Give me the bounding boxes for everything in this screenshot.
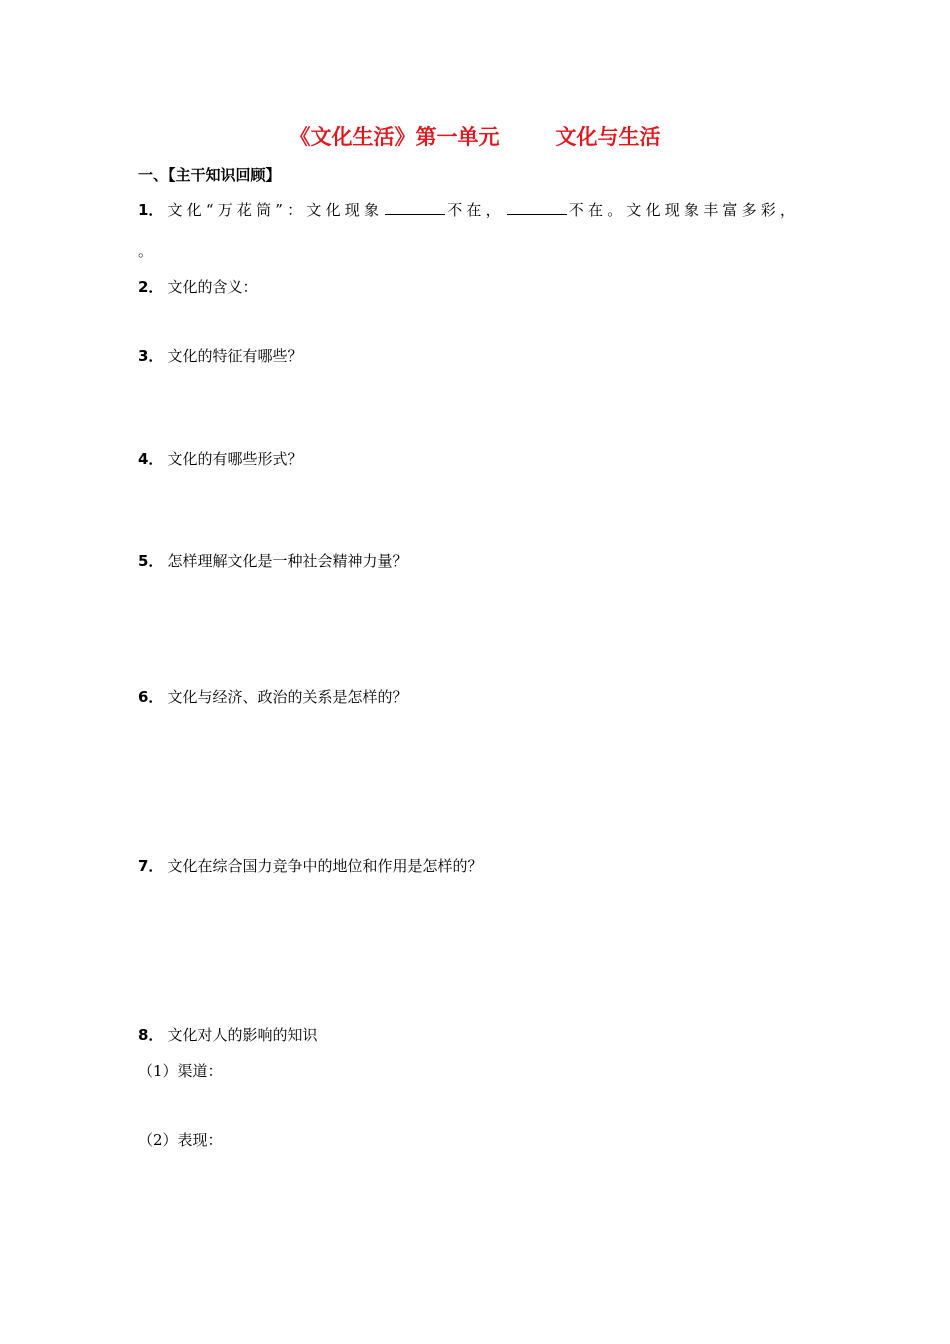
question-2 <box>138 276 257 297</box>
question-number: 7． <box>138 857 164 875</box>
question-number: 6． <box>138 688 164 706</box>
fill-blank[interactable] <box>385 200 445 215</box>
page-title <box>0 121 950 151</box>
question-1 <box>138 199 799 220</box>
question-6 <box>138 686 407 707</box>
question-text: 不在。文化现象丰富多彩， <box>568 201 800 219</box>
question-8 <box>138 1024 317 1045</box>
section-heading: 一、【主干知识回顾】 <box>138 166 281 184</box>
question-number: 5． <box>138 552 164 570</box>
title-part-2: 文化与生活 <box>555 125 661 149</box>
question-text: 文化“万花筒”：文化现象 <box>167 201 384 219</box>
question-5 <box>138 550 407 571</box>
question-number: 8． <box>138 1026 164 1044</box>
question-text: 文化的含义： <box>167 278 258 296</box>
question-7 <box>138 855 482 876</box>
question-1-continuation: 。 <box>138 242 154 260</box>
question-text: 怎样理解文化是一种社会精神力量？ <box>167 552 408 570</box>
question-number: 3． <box>138 347 164 365</box>
subitem-channels: （1）渠道： <box>138 1062 223 1080</box>
question-text: 文化对人的影响的知识 <box>167 1026 318 1044</box>
question-text: 不在， <box>447 201 505 219</box>
question-text: 文化与经济、政治的关系是怎样的？ <box>167 688 408 706</box>
title-part-1: 《文化生活》第一单元 <box>289 125 500 149</box>
question-text: 文化的特征有哪些？ <box>167 347 303 365</box>
question-number: 4． <box>138 450 164 468</box>
question-3 <box>138 345 302 366</box>
subitem-manifestation: （2）表现： <box>138 1131 223 1149</box>
question-number: 2． <box>138 278 164 296</box>
question-number: 1． <box>138 201 164 219</box>
question-text: 文化在综合国力竞争中的地位和作用是怎样的？ <box>167 857 483 875</box>
fill-blank[interactable] <box>507 200 567 215</box>
question-4 <box>138 448 302 469</box>
question-text: 文化的有哪些形式？ <box>167 450 303 468</box>
